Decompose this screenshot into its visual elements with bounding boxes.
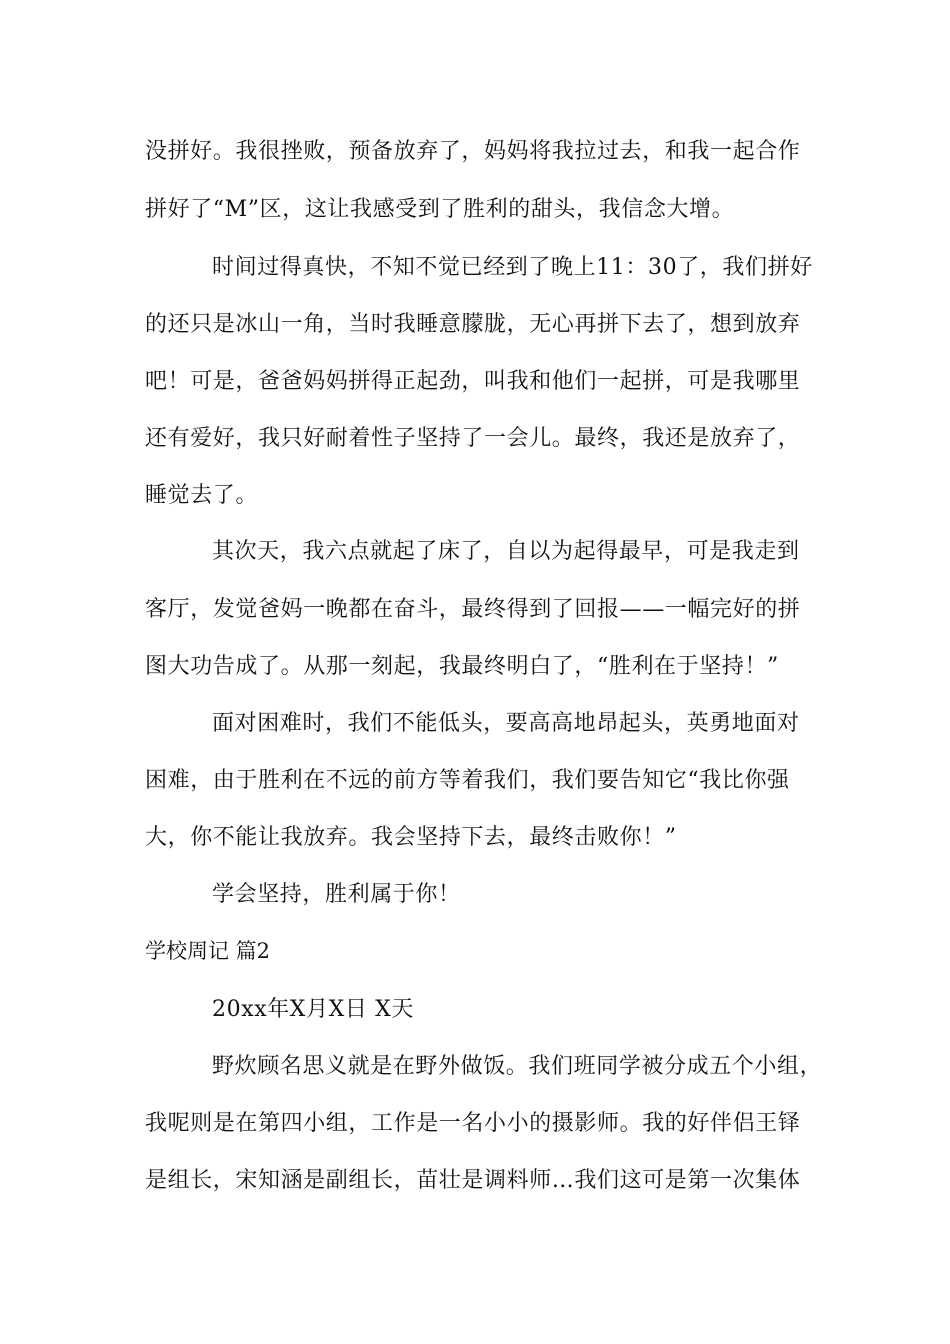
paragraph-line: 睡觉去了。 [145,483,259,508]
paragraph-line: 野炊顾名思义就是在野外做饭。我们班同学被分成五个小组， [212,1054,823,1079]
paragraph-line: 拼好了“M”区，这让我感受到了胜利的甜头，我信念大增。 [145,197,735,222]
paragraph-line: 是组长，宋知涵是副组长，苗壮是调料师…我们这可是第一次集体 [145,1168,801,1193]
paragraph-line: 客厅，发觉爸妈一晚都在奋斗，最终得到了回报——一幅完好的拼 [145,597,801,622]
paragraph-line: 图大功告成了。从那一刻起，我最终明白了，“胜利在于坚持！” [145,654,779,679]
paragraph-line: 面对困难时，我们不能低头，要高高地昂起头，英勇地面对 [212,711,800,736]
paragraph-line: 困难，由于胜利在不远的前方等着我们，我们要告知它“我比你强 [145,768,790,793]
paragraph-line: 其次天，我六点就起了床了，自以为起得最早，可是我走到 [212,539,800,564]
paragraph-line: 我呢则是在第四小组，工作是一名小小的摄影师。我的好伴侣王铎 [145,1111,801,1136]
paragraph-line: 时间过得真快，不知不觉已经到了晚上11：30了，我们拼好 [212,255,813,280]
paragraph-line: 还有爱好，我只好耐着性子坚持了一会儿。最终，我还是放弃了， [145,426,801,451]
section-heading: 学校周记 篇2 [145,939,271,963]
paragraph-line: 吧！可是，爸爸妈妈拼得正起劲，叫我和他们一起拼，可是我哪里 [145,369,801,394]
date-line: 20xx年X月X日 X天 [212,997,414,1022]
paragraph-line: 的还只是冰山一角，当时我睡意朦胧，无心再拼下去了，想到放弃 [145,312,801,337]
paragraph-line: 学会坚持，胜利属于你！ [212,882,461,907]
paragraph-line: 没拼好。我很挫败，预备放弃了，妈妈将我拉过去，和我一起合作 [145,139,801,164]
paragraph-line: 大，你不能让我放弃。我会坚持下去，最终击败你！” [145,825,677,850]
